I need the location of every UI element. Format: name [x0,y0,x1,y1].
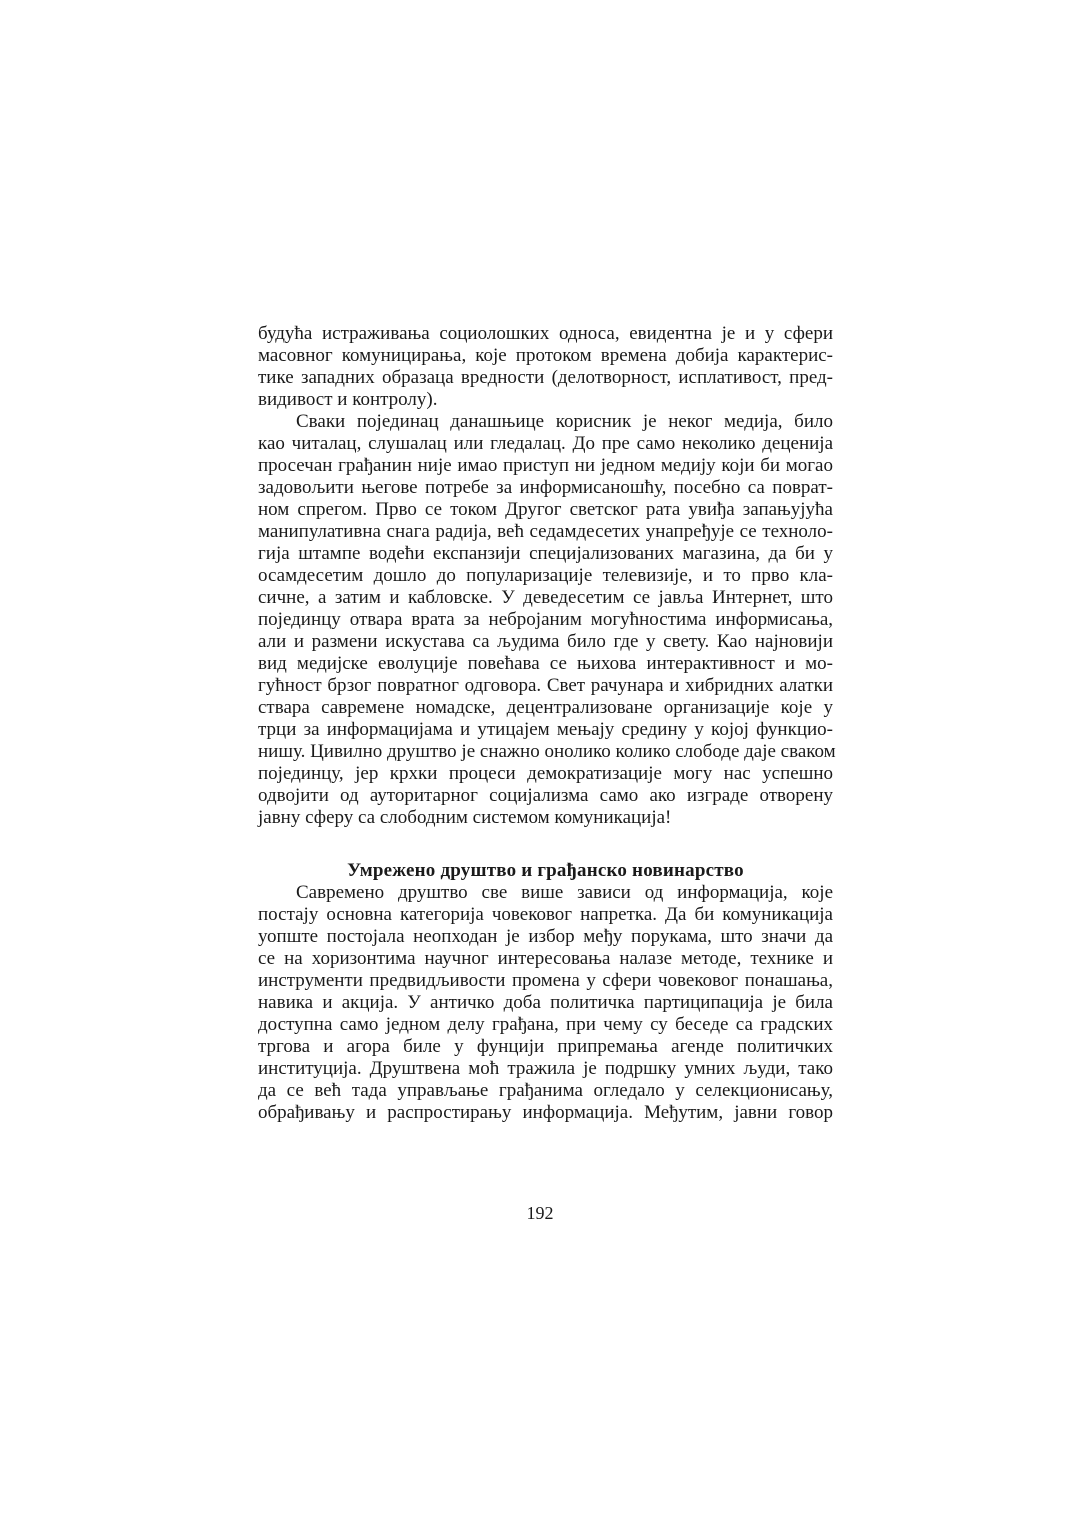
text-line: навика и акција. У античко доба политичка партиципација је била [258,992,833,1013]
text-line: Савремено друштво све више зависи од информација, које [296,882,833,903]
text-line: обрађивању и распростирању информација. Међутим, јавни говор [258,1102,833,1123]
text-line: масовног комуницирања, које протоком времена добија карактерис- [258,345,833,366]
text-line: јавну сферу са слободним системом комуникација! [258,807,672,828]
text-line: доступна само једном делу грађана, при чему су беседе са градских [258,1014,833,1035]
text-line: инструменти предвидљивости промена у сфери човековог понашања, [258,970,833,991]
text-line: гија штампе водећи експанзији специјализованих магазина, да би у [258,543,833,564]
text-line: али и размени искустава са људима било где у свету. Као најновији [258,631,833,652]
text-line: просечан грађанин није имао приступ ни једном медију који би могао [258,455,833,476]
text-line: нишу. Цивилно друштво је снажно онолико колико слободе даје сваком [258,741,836,762]
text-line: осамдесетим дошло до популаризације телевизије, и то прво кла- [258,565,833,586]
text-line: се на хоризонтима научног интересовања налазе методе, технике и [258,948,833,969]
text-line: одвојити од ауторитарног социјализма само ако изграде отворену [258,785,833,806]
text-line: ствара савремене номадске, децентрализоване организације које у [258,697,833,718]
text-line: будућа истраживања социолошких односа, евидентна је и у сфери [258,323,833,344]
text-line: гућност брзог повратног одговора. Свет рачунара и хибридних алатки [258,675,833,696]
paragraph-2 [258,411,836,829]
text-line: појединцу отвара врата за небројаним могућностима информисања, [258,609,833,630]
text-line: вид медијске еволуције повећава се њихова интерактивност и мо- [258,653,833,674]
text-line: манипулативна снага радија, већ седамдесетих унапређује се техноло- [258,521,833,542]
section-heading: Умрежено друштво и грађанско новинарство [347,860,744,881]
text-line: ном спрегом. Прво се током Другог светског рата увиђа запањујућа [258,499,833,520]
text-line: да се већ тада управљање грађанима огледало у селекционисању, [258,1080,833,1101]
text-line: видивост и контролу). [258,389,438,410]
paragraph-1 [258,323,833,411]
text-line: задовољити његове потребе за информисаношћу, посебно са поврат- [258,477,833,498]
text-line: појединцу, јер крхки процеси демократизације могу нас успешно [258,763,833,784]
text-line: институција. Друштвена моћ тражила је подршку умних људи, тако [258,1058,833,1079]
text-line: трци за информацијама и утицајем мењају средину у којој функцио- [258,719,833,740]
text-line: тике западних образаца вредности (делотворност, исплативост, пред- [258,367,833,388]
text-line: Сваки појединац данашњице корисник је неког медија, било [296,411,833,432]
text-line: уопште постојала неопходан је избор међу порукама, што значи да [258,926,833,947]
page-number: 192 [526,1203,554,1223]
text-line: као читалац, слушалац или гледалац. До пре само неколико деценија [258,433,833,454]
text-line: тргова и агора биле у фунцији припремања агенде политичких [258,1036,833,1057]
body-text [258,323,836,1124]
text-line: постају основна категорија човековог напретка. Да би комуникација [258,904,833,925]
paragraph-3 [258,882,833,1124]
text-line: сичне, а затим и кабловске. У деведесетим се јавља Интернет, што [258,587,833,608]
